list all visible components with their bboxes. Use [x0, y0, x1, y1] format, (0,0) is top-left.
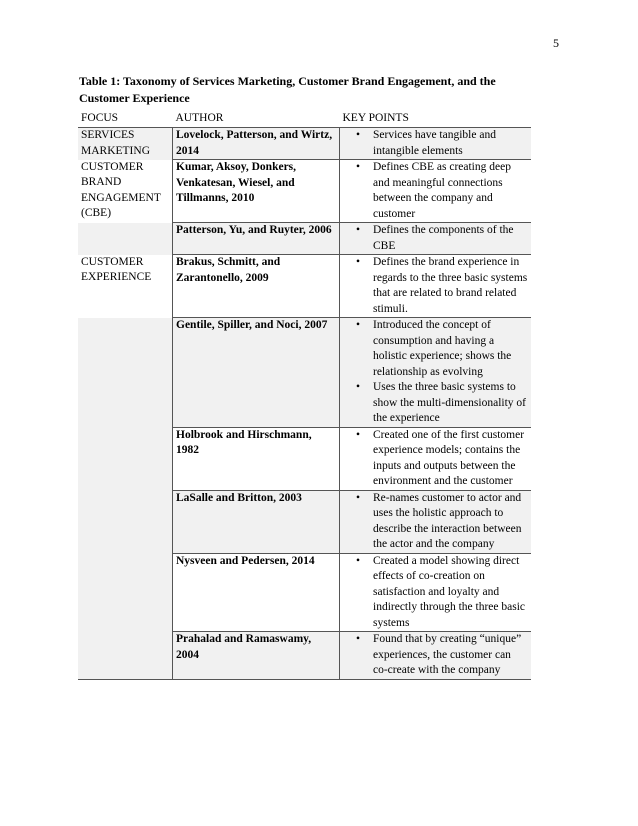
key-points-list — [343, 160, 528, 222]
author-cell: Prahalad and Ramaswamy, 2004 — [173, 632, 340, 680]
key-points-cell — [340, 128, 532, 160]
key-points-list — [343, 255, 528, 317]
author-cell: Kumar, Aksoy, Donkers, Venkatesan, Wiesel, and Tillmanns, 2010 — [173, 160, 340, 223]
key-point-text: Created a model showing direct effects of co-creation on satisfaction and loyalty and indirectly through the three basic systems — [373, 554, 526, 629]
focus-cell: CUSTOMER EXPERIENCE — [81, 255, 152, 283]
author-cell: Gentile, Spiller, and Noci, 2007 — [173, 318, 340, 428]
bullet-icon: • — [355, 224, 361, 236]
key-points-list — [343, 223, 528, 254]
author-cell: Holbrook and Hirschmann, 1982 — [173, 427, 340, 490]
key-points-cell — [340, 553, 532, 632]
key-points-cell — [340, 160, 532, 223]
focus-cell — [78, 490, 173, 553]
key-point-item — [347, 128, 528, 159]
key-points-list — [343, 128, 528, 159]
table-row — [78, 318, 531, 428]
key-points-cell — [340, 632, 532, 680]
table-row — [78, 553, 531, 632]
key-points-cell — [340, 490, 532, 553]
key-point-item — [347, 491, 528, 553]
author-cell: Patterson, Yu, and Ruyter, 2006 — [173, 223, 340, 255]
key-point-text: Defines the components of the CBE — [373, 224, 514, 252]
focus-cell — [78, 427, 173, 490]
focus-cell — [78, 318, 173, 428]
table-row — [78, 490, 531, 553]
bullet-icon: • — [355, 256, 361, 268]
page-number: 5 — [553, 36, 559, 50]
key-points-cell — [340, 318, 532, 428]
header-author: AUTHOR — [175, 112, 224, 124]
key-points-list — [343, 318, 528, 427]
key-points-list — [343, 632, 528, 679]
key-point-item — [347, 318, 528, 380]
author-cell: Nysveen and Pedersen, 2014 — [173, 553, 340, 632]
key-points-list — [343, 554, 528, 632]
key-points-cell — [340, 255, 532, 318]
key-point-text: Introduced the concept of consumption and having a holistic experience; shows the relationship as evolving — [373, 319, 512, 378]
focus-cell — [78, 632, 173, 680]
key-point-item — [347, 255, 528, 317]
key-points-list — [343, 428, 528, 490]
header-focus: FOCUS — [81, 112, 119, 124]
bullet-icon: • — [355, 428, 361, 441]
key-point-item — [347, 160, 528, 222]
key-point-text: Re-names customer to actor and uses the holistic approach to describe the interaction between the actor and the company — [373, 491, 522, 550]
key-point-text: Created one of the first customer experience models; contains the inputs and outputs between the environment and the customer — [373, 428, 525, 487]
taxonomy-table — [78, 111, 531, 680]
key-point-text: Found that by creating “unique” experiences, the customer can co-create with the company — [373, 633, 522, 676]
key-point-text: Services have tangible and intangible elements — [373, 129, 496, 157]
focus-cell: SERVICES MARKETING — [78, 128, 173, 160]
author-cell: LaSalle and Britton, 2003 — [173, 490, 340, 553]
key-point-item — [347, 380, 528, 427]
focus-cell: CUSTOMER BRAND ENGAGEMENT (CBE) — [81, 160, 161, 219]
table-row — [78, 427, 531, 490]
table-row — [78, 223, 531, 255]
bullet-icon: • — [355, 554, 361, 567]
key-point-text: Defines the brand experience in regards to the three basic systems that are related to brand related stimuli. — [373, 256, 528, 315]
bullet-icon: • — [355, 129, 361, 141]
focus-cell — [78, 553, 173, 632]
table-row — [78, 255, 531, 318]
header-key-points: KEY POINTS — [342, 112, 409, 124]
table-header-row — [78, 111, 531, 128]
key-point-item — [347, 223, 528, 254]
key-point-item — [347, 632, 528, 679]
bullet-icon: • — [355, 491, 361, 504]
key-point-text: Defines CBE as creating deep and meaningful connections between the company and customer — [373, 161, 511, 220]
key-points-cell — [340, 427, 532, 490]
key-point-item — [347, 554, 528, 632]
focus-cell — [78, 223, 173, 255]
bullet-icon: • — [355, 319, 361, 331]
key-point-text: Uses the three basic systems to show the multi-dimensionality of the experience — [373, 381, 526, 424]
key-points-cell — [340, 223, 532, 255]
author-cell: Brakus, Schmitt, and Zarantonello, 2009 — [173, 255, 340, 318]
bullet-icon: • — [355, 161, 361, 173]
table-row — [78, 128, 531, 160]
table-row — [78, 632, 531, 680]
key-points-list — [343, 491, 528, 553]
bullet-icon: • — [355, 633, 361, 645]
key-point-item — [347, 428, 528, 490]
author-cell: Lovelock, Patterson, and Wirtz, 2014 — [173, 128, 340, 160]
table-caption: Table 1: Taxonomy of Services Marketing, Customer Brand Engagement, and the Customer Experience — [79, 74, 496, 105]
table-row — [78, 160, 531, 223]
bullet-icon: • — [355, 381, 361, 393]
